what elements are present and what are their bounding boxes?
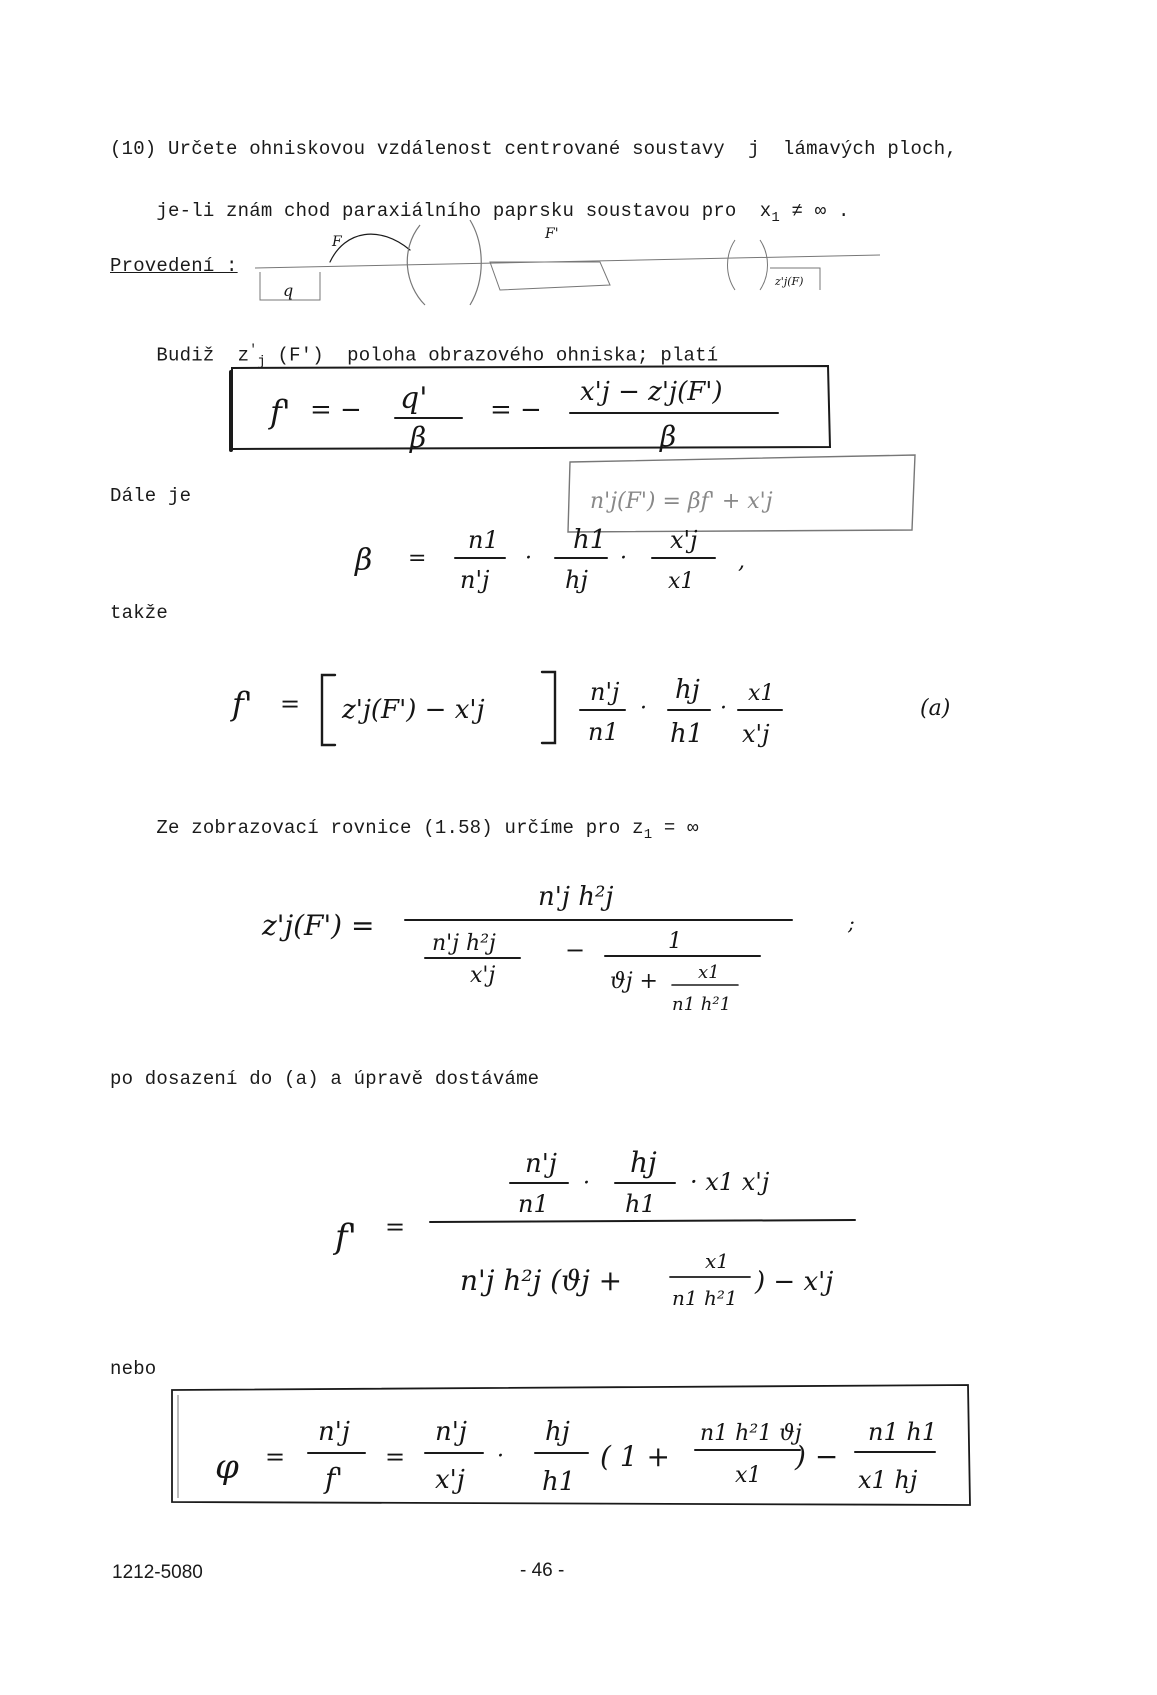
equation-a [230, 672, 950, 749]
eqz-t1-num: n'j h²j [432, 931, 496, 956]
beta-lhs: β [355, 543, 373, 578]
beta-eq: = [408, 546, 427, 571]
equation-f-final [332, 1146, 855, 1310]
phi-eq-1: = [265, 1443, 286, 1471]
beta-b-den: hj [565, 566, 588, 594]
eq1-lhs: f' [270, 393, 291, 431]
eqa-b-num: hj [675, 675, 700, 705]
problem-line-2: je-li znám chod paraxiálního paprsku soustavou pro $x_1$ ≠ ∞ . [156, 200, 850, 226]
boxed-equation-power [172, 1385, 970, 1505]
eqa-a-den: n1 [588, 718, 619, 746]
beta-b-num: h1 [573, 525, 607, 555]
beta-comma: , [738, 549, 745, 574]
beta-a-den: n'j [460, 566, 490, 594]
page-number: - 46 - [520, 1560, 565, 1581]
eqz-tail: ; [848, 911, 855, 935]
phi-a-den: f' [325, 1462, 344, 1495]
eqf-d-lead: n'j h²j (ϑj + [460, 1264, 623, 1297]
eq1-num2: x'j − z'j(F') [580, 377, 723, 407]
eqf-n-tail: · x1 x'j [690, 1168, 770, 1196]
phi-paren: ( 1 + [600, 1440, 670, 1473]
sketch-label-q: q [283, 281, 294, 300]
phi-dot: · [497, 1444, 504, 1469]
sketch-label-f: F [332, 234, 342, 250]
beta-a-num: n1 [468, 526, 499, 554]
eq1-den1: β [410, 421, 427, 454]
eq1-equals: = − [310, 395, 362, 425]
optical-sketch [255, 220, 880, 305]
eqz-t1-den: x'j [470, 963, 496, 988]
phi-eq-2: = [385, 1443, 406, 1471]
eqf-nb-num: hj [630, 1146, 657, 1179]
phi-c-num: hj [545, 1417, 570, 1447]
eq1-equals-2: = − [490, 395, 542, 425]
dale-je-label: Dále je [110, 485, 192, 507]
phi-close: ) − [795, 1440, 839, 1473]
eqa-eq: = [280, 690, 301, 718]
takze-label: takže [110, 602, 169, 624]
phi-lhs: φ [215, 1447, 239, 1487]
eqf-eq: = [385, 1213, 406, 1241]
eqf-n-dot: · [583, 1171, 590, 1196]
phi-d-den: x1 [735, 1463, 762, 1488]
eqf-nb-den: h1 [625, 1190, 656, 1218]
budiz-line: Budiž $z'_j$ (F') poloha obrazového ohniska; platí [156, 342, 719, 371]
equation-beta [354, 525, 745, 594]
eqa-b-den: h1 [670, 719, 704, 749]
phi-b-den: x'j [435, 1465, 465, 1495]
phi-c-den: h1 [542, 1467, 576, 1497]
po-dosazeni-line: po dosazení do (a) a úpravě dostáváme [110, 1068, 540, 1090]
boxed-equation-focal-length [231, 366, 830, 454]
phi-e-num: n1 h1 [868, 1418, 938, 1446]
beta-c-den: x1 [668, 569, 695, 594]
eqa-dot-1: · [640, 696, 647, 721]
eqf-na-num: n'j [525, 1149, 557, 1179]
beta-dot-2: · [620, 546, 627, 571]
side-note-text: n'j(F') = βf' + x'j [590, 489, 773, 514]
problem-line-1: (10) Určete ohniskovou vzdálenost centrované soustavy j lámavých ploch, [110, 138, 957, 160]
equation-z [261, 882, 855, 1015]
sketch-label-z: z'j(F) [775, 275, 804, 288]
sketch-label-f-prime: F' [545, 226, 559, 242]
side-note [568, 455, 915, 532]
eqz-t2-den-num: x1 [698, 962, 720, 983]
eqz-t2-num: 1 [668, 929, 682, 954]
eqa-dot-2: · [720, 696, 727, 721]
eqa-c-den: x'j [742, 720, 770, 748]
eq1-den2: β [660, 420, 677, 453]
phi-e-den: x1 hj [858, 1466, 918, 1494]
eqz-num: n'j h²j [538, 882, 614, 912]
eqf-lhs: f' [335, 1217, 357, 1257]
phi-a-num: n'j [318, 1417, 350, 1447]
eqa-c-num: x1 [748, 681, 775, 706]
eqz-minus: − [565, 936, 586, 964]
eqa-lhs: f' [232, 685, 253, 723]
phi-b-num: n'j [435, 1417, 467, 1447]
eqz-lhs: z'j(F') = [262, 909, 375, 942]
eqa-label: (a) [920, 696, 951, 721]
eqf-d-tail: ) − x'j [755, 1267, 834, 1297]
eqf-d-num: x1 [705, 1249, 730, 1273]
eqf-d-den: n1 h²1 [672, 1286, 738, 1310]
eqa-a-num: n'j [590, 678, 620, 706]
nebo-label: nebo [110, 1358, 157, 1380]
eq1-num1: q' [400, 381, 428, 416]
provedeni-heading: Provedení : [110, 255, 238, 277]
beta-dot-1: · [525, 546, 532, 571]
eqz-t2-den-a: ϑj + [610, 969, 658, 994]
ze-zobrazovaci-line: Ze zobrazovací rovnice (1.58) určíme pro $z_1$ = ∞ [156, 817, 699, 843]
beta-c-num: x'j [670, 526, 698, 554]
eqa-bracket: z'j(F') − x'j [342, 695, 485, 725]
document-code: 1212-5080 [112, 1562, 203, 1583]
eqz-t2-den-den: n1 h²1 [672, 994, 732, 1015]
eqf-na-den: n1 [518, 1190, 549, 1218]
phi-d-num: n1 h²1 ϑj [700, 1421, 802, 1446]
